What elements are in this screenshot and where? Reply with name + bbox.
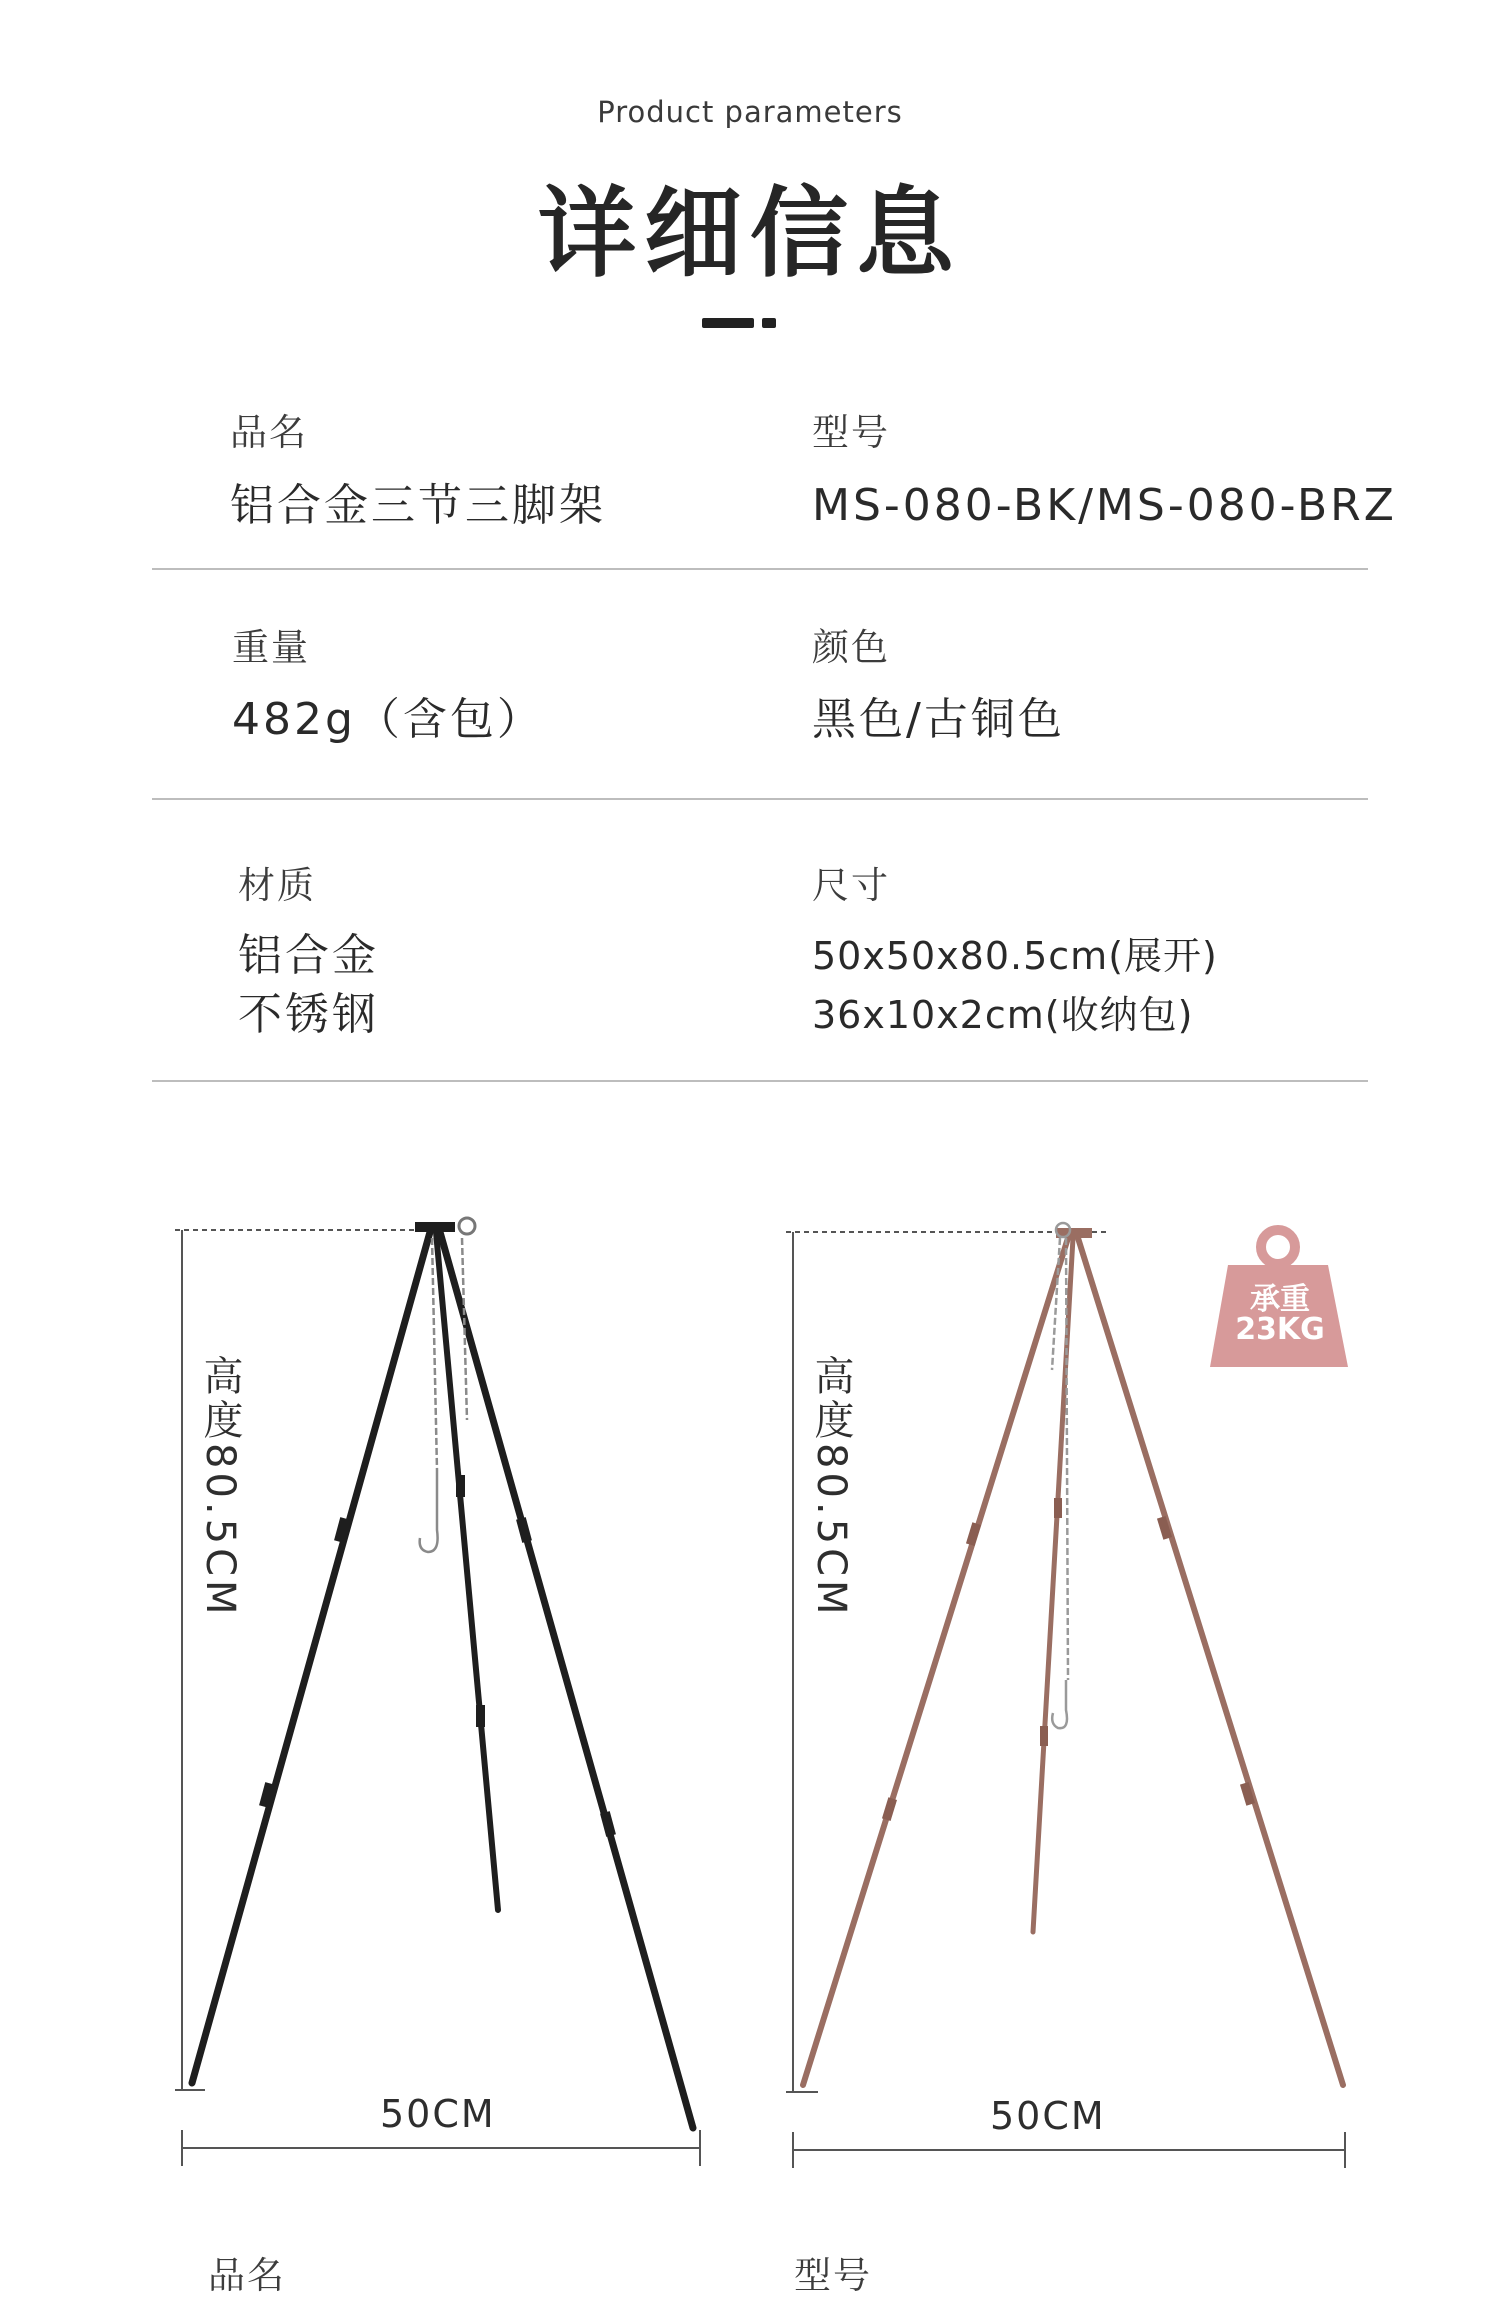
- black-tripod-dimensions: [175, 1230, 700, 2166]
- spec-divider: [152, 798, 1368, 800]
- load-capacity-badge: [1210, 1222, 1350, 1367]
- footer-label-model: 型号: [794, 2254, 872, 2297]
- bronze-height-label: 高度80.5CM: [808, 1355, 854, 1619]
- spec-label-size: 尺寸: [812, 864, 890, 907]
- badge-line-1: 承重: [1250, 1282, 1310, 1317]
- spec-label-model: 型号: [812, 411, 890, 454]
- spec-value-color: 黑色/古铜色: [812, 694, 1065, 745]
- spec-value-size-1: 50x50x80.5cm(展开): [812, 934, 1218, 978]
- spec-value-model: MS-080-BK/MS-080-BRZ: [812, 480, 1397, 531]
- spec-value-name: 铝合金三节三脚架: [230, 480, 606, 531]
- black-tripod: [192, 1218, 693, 2128]
- spec-divider: [152, 568, 1368, 570]
- spec-value-weight: 482g（含包）: [232, 694, 544, 745]
- spec-label-name: 品名: [230, 411, 308, 454]
- title-underline-long: [702, 318, 754, 328]
- spec-divider: [152, 1080, 1368, 1082]
- spec-label-material: 材质: [238, 864, 316, 907]
- badge-line-2: 23KG: [1235, 1312, 1325, 1347]
- spec-value-material-2: 不锈钢: [238, 989, 379, 1040]
- spec-label-color: 颜色: [812, 626, 890, 669]
- spec-value-material-1: 铝合金: [238, 930, 379, 981]
- footer-label-name: 品名: [208, 2254, 286, 2297]
- bronze-width-label: 50CM: [990, 2094, 1106, 2138]
- spec-label-weight: 重量: [232, 626, 310, 669]
- spec-value-size-2: 36x10x2cm(收纳包): [812, 993, 1194, 1037]
- page-title: 详细信息: [537, 177, 962, 291]
- black-width-label: 50CM: [380, 2092, 496, 2136]
- black-height-label: 高度80.5CM: [197, 1355, 243, 1619]
- page-subtitle: Product parameters: [597, 95, 903, 129]
- title-underline-dot: [762, 318, 776, 328]
